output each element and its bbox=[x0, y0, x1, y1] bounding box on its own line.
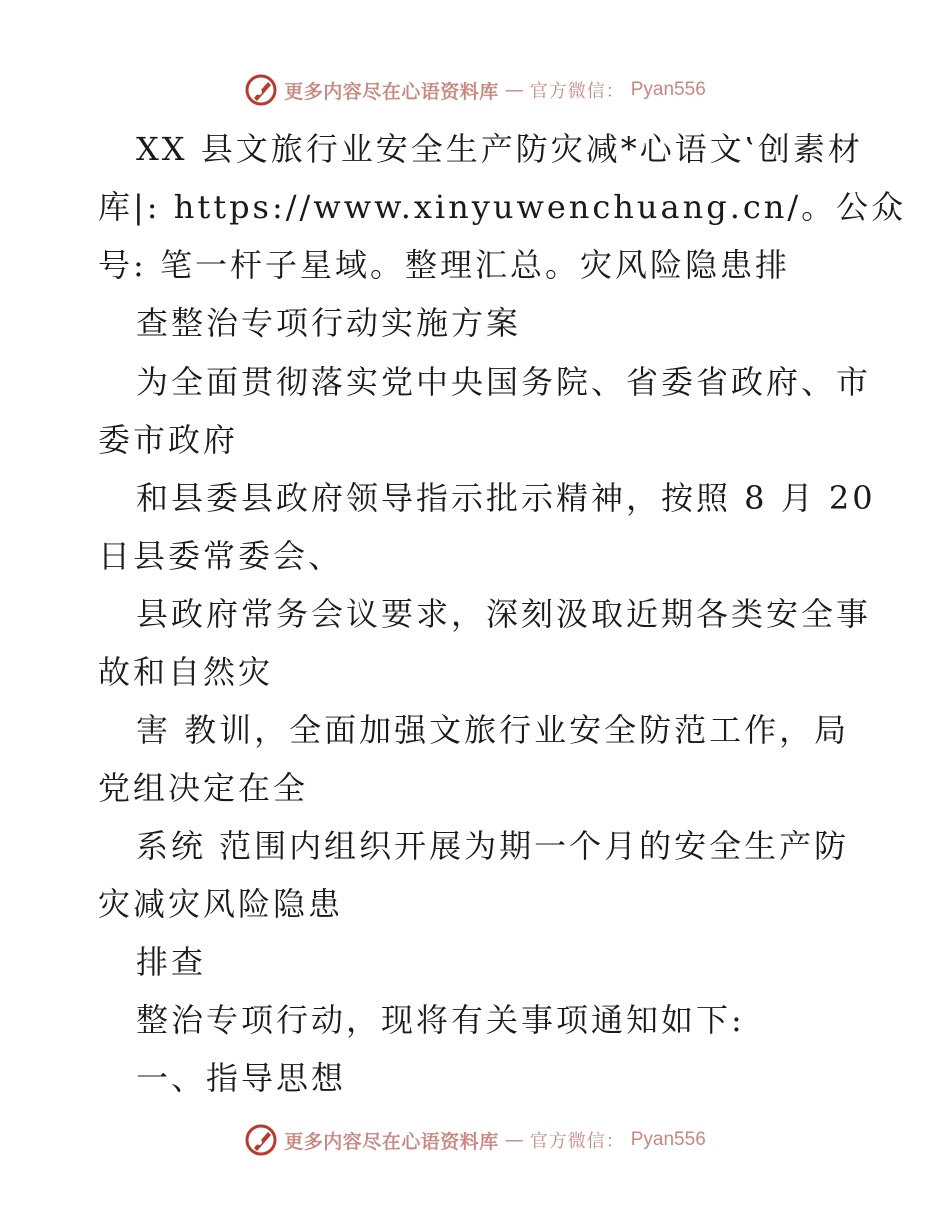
banner-wechat-label: 官方微信： bbox=[529, 1131, 625, 1152]
body-line-para-4a: 害 教训，全面加强文旅行业安全防范工作，局 bbox=[136, 711, 850, 749]
footer-watermark-banner bbox=[0, 1118, 950, 1162]
body-line-para-3b: 故和自然灾 bbox=[98, 653, 274, 691]
body-line-para-7: 整治专项行动，现将有关事项通知如下: bbox=[136, 1001, 745, 1039]
body-line-para-1a: 为全面贯彻落实党中央国务院、省委省政府、市 bbox=[136, 363, 872, 401]
body-line-para-2b: 日县委常委会、 bbox=[98, 537, 344, 575]
banner-wechat-label: 官方微信： bbox=[529, 81, 625, 102]
body-line-para-4b: 党组决定在全 bbox=[98, 769, 309, 807]
body-line-title-1: XX 县文旅行业安全生产防灾减*心语文‛创素材 bbox=[136, 130, 863, 168]
body-line-para-3a: 县政府常务会议要求，深刻汲取近期各类安全事 bbox=[136, 595, 872, 633]
body-line-title-4: 查整治专项行动实施方案 bbox=[136, 304, 522, 342]
pen-logo-icon bbox=[244, 73, 278, 107]
body-line-title-2: 库|: https://www.xinyuwenchuang.cn/。公众 bbox=[98, 188, 907, 226]
body-line-para-5b: 灾减灾风险隐患 bbox=[98, 885, 344, 923]
banner-title: 更多内容尽在心语资料库 bbox=[284, 80, 499, 103]
banner-dash: — bbox=[504, 79, 524, 101]
banner-title: 更多内容尽在心语资料库 bbox=[284, 1130, 499, 1153]
body-line-para-1b: 委市政府 bbox=[98, 421, 239, 459]
pen-logo-icon bbox=[244, 1123, 278, 1157]
body-line-para-6: 排查 bbox=[136, 943, 207, 981]
body-line-para-2a: 和县委县政府领导指示批示精神，按照 8 月 20 bbox=[136, 479, 876, 517]
banner-wechat-id: Pyan556 bbox=[630, 79, 706, 100]
body-line-para-5a: 系统 范围内组织开展为期一个月的安全生产防 bbox=[136, 827, 850, 865]
banner-dash: — bbox=[504, 1129, 524, 1151]
header-watermark-banner bbox=[0, 68, 950, 112]
banner-wechat-id: Pyan556 bbox=[630, 1129, 706, 1150]
body-line-title-3: 号: 笔一杆子星域。整理汇总。灾风险隐患排 bbox=[98, 246, 790, 284]
section-heading-guiding-ideology: 一、指导思想 bbox=[136, 1059, 347, 1097]
